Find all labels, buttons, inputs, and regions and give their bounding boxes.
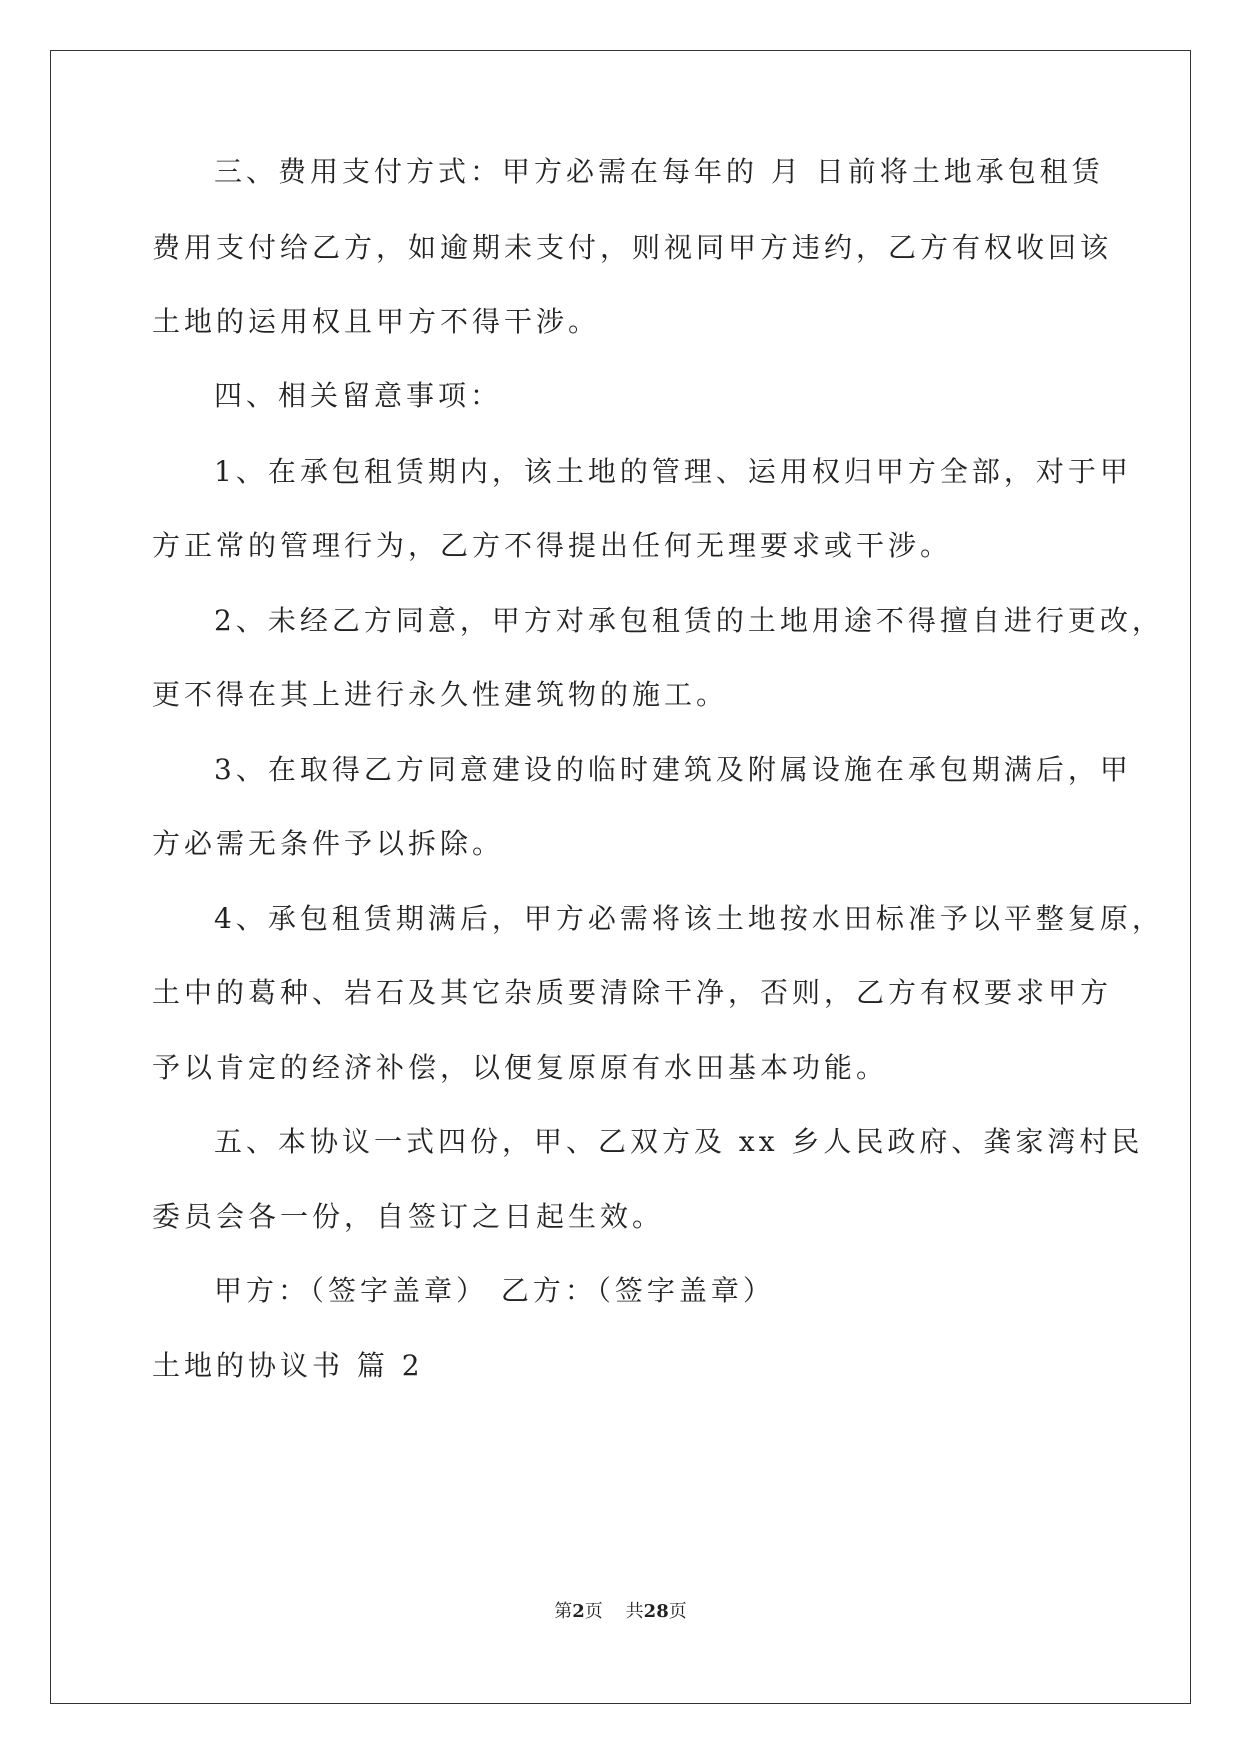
footer-page-unit: 页 xyxy=(584,1601,603,1622)
paragraph-1-line-1: 三、费用支付方式：甲方必需在每年的 月 日前将土地承包租赁 xyxy=(214,155,1104,188)
paragraph-4-line-1: 2、未经乙方同意，甲方对承包租赁的土地用途不得擅自进行更改， xyxy=(214,604,1164,637)
footer-page-number: 2 xyxy=(572,1601,585,1622)
paragraph-7-line-1: 五、本协议一式四份，甲、乙双方及 xx 乡人民政府、龚家湾村民 xyxy=(214,1125,1144,1158)
footer-total-prefix: 共 xyxy=(625,1601,644,1622)
paragraph-1-line-2: 费用支付给乙方，如逾期未支付，则视同甲方违约，乙方有权收回该 xyxy=(152,231,1113,264)
section-heading: 土地的协议书 篇 2 xyxy=(152,1349,424,1382)
footer-total-pages: 28 xyxy=(643,1601,669,1622)
paragraph-7-line-2: 委员会各一份，自签订之日起生效。 xyxy=(152,1200,665,1233)
paragraph-2-line-1: 四、相关留意事项： xyxy=(214,379,503,412)
paragraph-6-line-3: 予以肯定的经济补偿，以便复原原有水田基本功能。 xyxy=(152,1051,889,1084)
paragraph-6-line-2: 土中的葛种、岩石及其它杂质要清除干净，否则，乙方有权要求甲方 xyxy=(152,976,1113,1009)
paragraph-6-line-1: 4、承包租赁期满后，甲方必需将该土地按水田标准予以平整复原， xyxy=(214,902,1164,935)
page-frame xyxy=(50,50,1191,1704)
paragraph-3-line-2: 方正常的管理行为，乙方不得提出任何无理要求或干涉。 xyxy=(152,529,953,562)
paragraph-1-line-3: 土地的运用权且甲方不得干涉。 xyxy=(152,305,601,338)
paragraph-5-line-1: 3、在取得乙方同意建设的临时建筑及附属设施在承包期满后，甲 xyxy=(214,753,1132,786)
paragraph-3-line-1: 1、在承包租赁期内，该土地的管理、运用权归甲方全部，对于甲 xyxy=(214,455,1132,488)
footer-total-unit: 页 xyxy=(668,1601,687,1622)
paragraph-4-line-2: 更不得在其上进行永久性建筑物的施工。 xyxy=(152,678,729,711)
signature-line: 甲方：（签字盖章） 乙方：（签字盖章） xyxy=(214,1274,775,1307)
paragraph-5-line-2: 方必需无条件予以拆除。 xyxy=(152,827,505,860)
footer-prefix: 第 xyxy=(554,1601,573,1622)
page-footer xyxy=(0,1600,1241,1624)
